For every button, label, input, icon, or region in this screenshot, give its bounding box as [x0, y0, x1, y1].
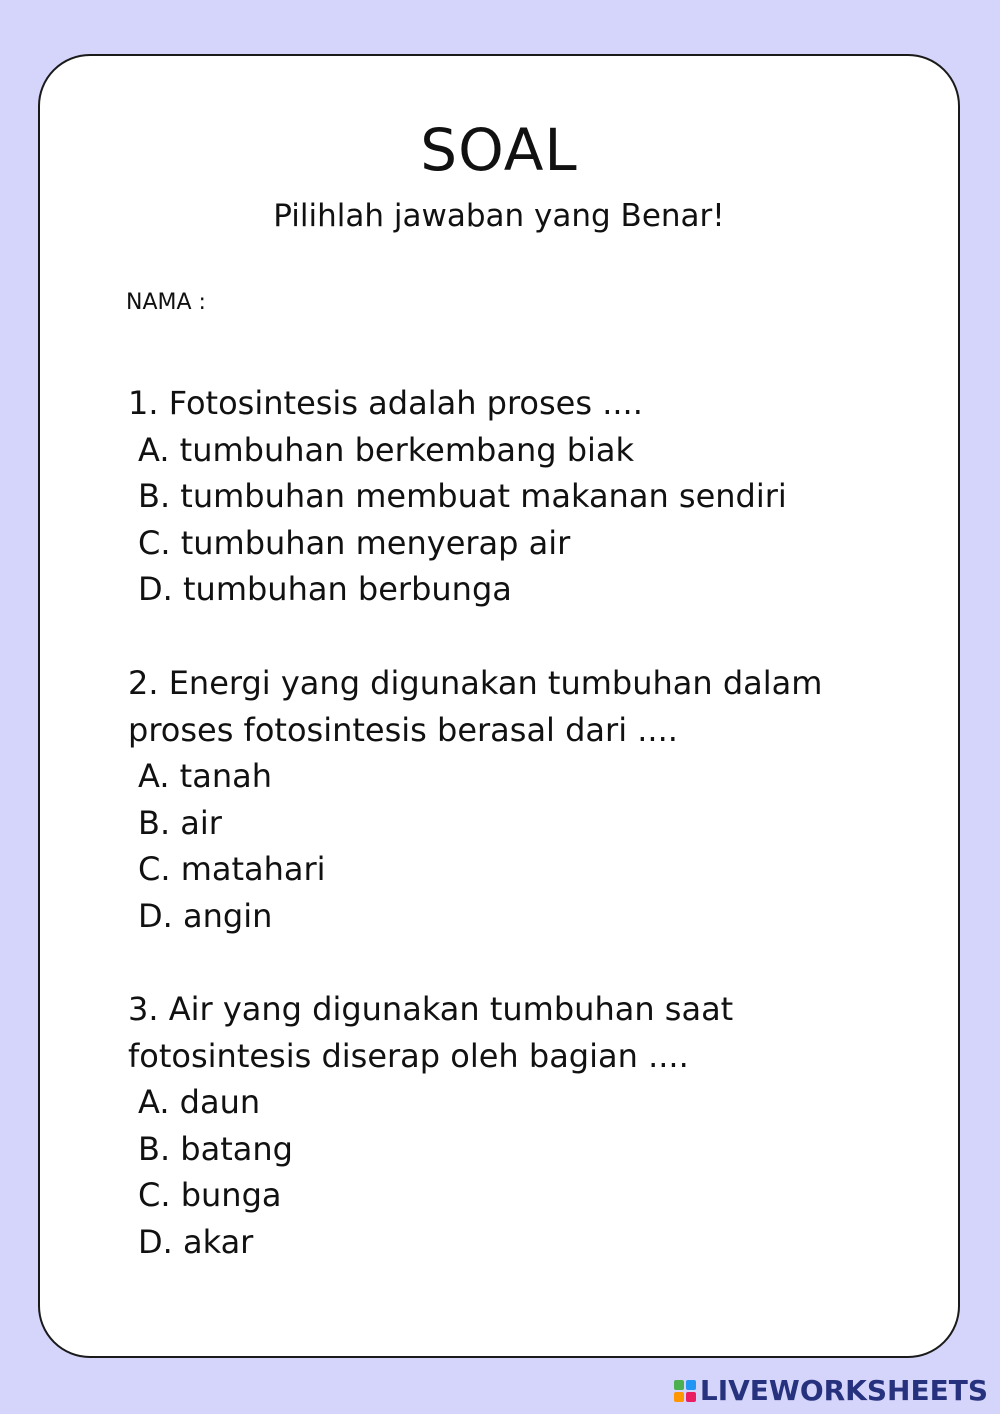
- logo-square-3: [674, 1392, 684, 1402]
- question-1: [128, 380, 908, 613]
- answer-option-d[interactable]: D. tumbuhan berbunga: [138, 570, 512, 608]
- answer-option-d[interactable]: D. angin: [138, 896, 273, 935]
- question-2: [128, 660, 908, 939]
- question-text-line-1: 2. Energi yang digunakan tumbuhan dalam: [128, 664, 823, 702]
- answer-option-c[interactable]: C. matahari: [138, 850, 326, 888]
- answer-options: [128, 1079, 908, 1265]
- worksheet-card: [38, 54, 960, 1358]
- answer-option-c[interactable]: C. tumbuhan menyerap air: [138, 523, 571, 562]
- watermark-text: LIVEWORKSHEETS: [699, 1374, 988, 1407]
- instructions-text: Pilihlah jawaban yang Benar!: [273, 198, 725, 234]
- liveworksheets-watermark[interactable]: [674, 1374, 988, 1408]
- logo-square-4: [686, 1392, 696, 1402]
- answer-option-a[interactable]: A. tanah: [138, 757, 272, 795]
- answer-options: [128, 427, 908, 613]
- logo-square-1: [674, 1380, 684, 1390]
- answer-option-d[interactable]: D. akar: [138, 1222, 254, 1261]
- answer-option-a[interactable]: A. daun: [138, 1083, 261, 1121]
- question-text-line-2: fotosintesis diserap oleh bagian ....: [128, 1036, 689, 1075]
- logo-square-2: [686, 1380, 696, 1390]
- answer-options: [128, 753, 908, 939]
- answer-option-b[interactable]: B. air: [138, 803, 222, 842]
- question-3: [128, 986, 908, 1265]
- name-label: NAMA :: [126, 290, 206, 315]
- answer-option-b[interactable]: B. tumbuhan membuat makanan sendiri: [138, 477, 787, 515]
- answer-option-a[interactable]: A. tumbuhan berkembang biak: [138, 430, 635, 469]
- page-title: SOAL: [420, 116, 578, 184]
- liveworksheets-logo-icon: [674, 1380, 696, 1402]
- answer-option-c[interactable]: C. bunga: [138, 1176, 282, 1214]
- question-text-line-1: 3. Air yang digunakan tumbuhan saat: [128, 990, 734, 1028]
- answer-option-b[interactable]: B. batang: [138, 1129, 293, 1168]
- question-text-line-2: proses fotosintesis berasal dari ....: [128, 710, 678, 749]
- question-text: 1. Fotosintesis adalah proses ....: [128, 384, 643, 422]
